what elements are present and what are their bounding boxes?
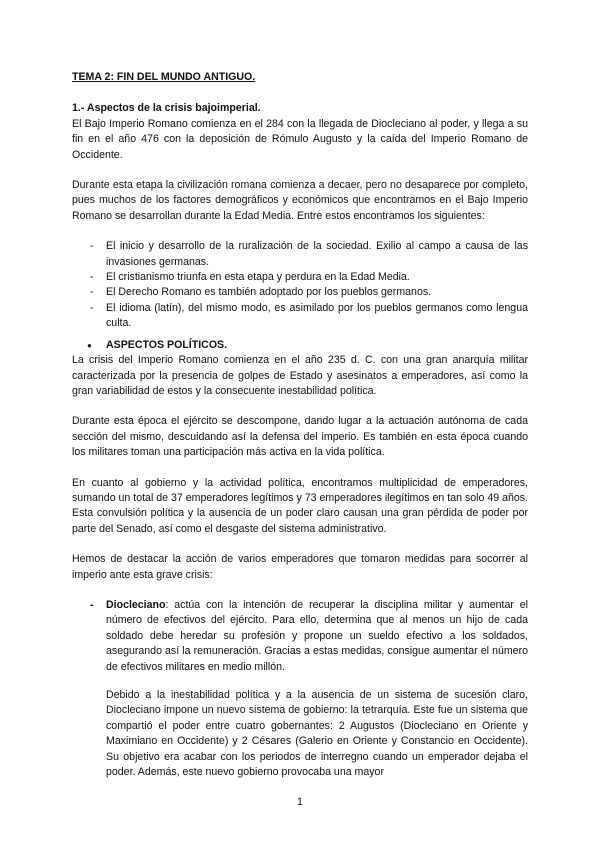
factors-list [72,239,528,331]
page-number: 1 [297,796,303,808]
paragraph: El Bajo Imperio Romano comienza en el 284 con la llegada de Diocleciano al poder, y llega a su fin en el año 476 con la deposición de Rómulo Augusto y la caída del Imperio Romano de Occidente. [72,117,528,161]
paragraph: Durante esta etapa la civilización romana comienza a decaer, pero no desaparece por completo, pues muchos de los factores demográficos y económicos que encontramos en el Bajo Imperio Romano se desarrollan durante la Edad Media. Entre estos encontramos los siguientes: [72,179,528,222]
emperor-paragraph: Debido a la inestabilidad política y a la ausencia de un sistema de sucesión claro, Diocleciano impone un nuevo sistema de gobierno: la tetrarquía. Este fue un sistema que compartió el poder entre cuatro gobernantes: 2 Augustos (Diocleciano en Oriente y Maximiano en Occidente) y 2 Césares (Galerio en Oriente y Constancio en Occidente). Su objetivo era acabar con los periodos de interregno cuando un emperador dejaba el poder. Además, este nuevo gobierno provocaba una mayor [106,689,528,779]
paragraph: En cuanto al gobierno y la actividad política, encontramos multiplicidad de emperadores, sumando un total de 37 emperadores legítimos y 73 emperadores ilegítimos en tan solo 49 años. Esta convulsión política y la ausencia de un poder claro causan una gran pérdida de poder por parte del Senado, así como el desgaste del sistema administrativo. [72,476,528,535]
emperor-item [72,598,528,780]
emperor-name: Diocleciano [106,598,166,611]
list-item: - El idioma (latín), del mismo modo, es asimilado por los pueblos germanos como lengua culta. [72,301,528,332]
emperor-paragraph [106,598,528,675]
emperor-text: : actúa con la intención de recuperar la disciplina militar y aumentar el número de efectivos del ejército. Para ello, determina que al menos un hijo de cada soldado debe heredar su profesión y propone un sueldo efectivo a los soldados, asegurando así la remuneración. Gracias a estas medidas, consigue aumentar el número de efectivos militares en medio millón. [106,598,528,673]
document-page [72,70,528,793]
page-title: TEMA 2: FIN DEL MUNDO ANTIGUO. [72,71,256,83]
list-item: - El Derecho Romano es también adoptado por los pueblos germanos. [72,285,528,300]
dash-marker: - [90,598,94,611]
subsection-heading: ● ASPECTOS POLÍTICOS. [72,338,528,353]
paragraph: Hemos de destacar la acción de varios emperadores que tomaron medidas para socorrer al imperio ante esta grave crisis: [72,553,528,581]
list-item: - El cristianismo triunfa en esta etapa y perdura en la Edad Media. [72,270,528,285]
section-heading: 1.- Aspectos de la crisis bajoimperial. [72,102,261,115]
paragraph: La crisis del Imperio Romano comienza en el año 235 d. C. con una gran anarquía militar caracterizada por la presencia de golpes de Estado y asesinatos a emperadores, así como la gran variabilidad de estos y la consecuente inestabilidad política. [72,354,528,397]
list-item: - El inicio y desarrollo de la ruralización de la sociedad. Exilio al campo a causa de las invasiones germanas. [72,239,528,270]
paragraph: Durante esta época el ejército se descompone, dando lugar a la actuación autónoma de cada sección del mismo, descuidando así la defensa del imperio. Es también en esta época cuando los militares toman una participación más activa en la vida política. [72,415,528,459]
